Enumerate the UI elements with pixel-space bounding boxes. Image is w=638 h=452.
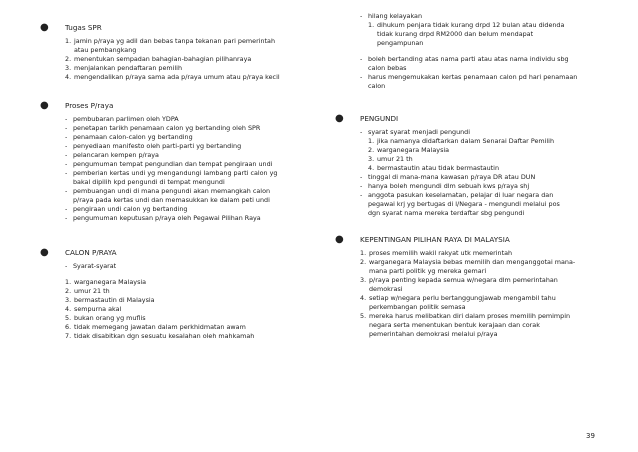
list-item-text: pelancaran kempen p/raya — [73, 151, 159, 159]
list-item-text: pengumuman tempat pengundian dan tempat pengiraan undi — [73, 160, 273, 168]
list-item-line — [65, 178, 312, 187]
list-item-line — [360, 303, 600, 312]
list-item-text: pegawai krj yg bertugas di l/Negara - mengundi melalui pos — [368, 200, 560, 208]
list-marker: 1. — [65, 278, 72, 286]
list-marker: 4. — [360, 294, 367, 302]
list-item-text: sempurna akal — [74, 305, 122, 313]
list-item-line — [360, 285, 600, 294]
right-column — [335, 12, 600, 339]
section — [40, 100, 312, 223]
list-marker: - — [65, 133, 68, 141]
section-title: PENGUNDI — [360, 114, 399, 123]
list-item-text: pengumuman keputusan p/raya oleh Pegawai Pilihan Raya — [73, 214, 261, 222]
bullet-icon: ● — [335, 113, 344, 124]
list-marker: 1. — [368, 21, 375, 29]
list-item-line — [65, 46, 312, 55]
list-marker: 1. — [360, 249, 367, 257]
list-marker: 2. — [360, 258, 367, 266]
list-marker: 2. — [368, 146, 375, 154]
list-item-text: hanya boleh mengundi dlm sebuah kws p/raya shj — [368, 182, 530, 190]
list-item-text: tidak disabitkan dgn sesuatu kesalahan oleh mahkamah — [74, 332, 255, 340]
list-item-text: dihukum penjara tidak kurang drpd 12 bulan atau didenda — [377, 21, 565, 29]
list-marker: 5. — [65, 314, 72, 322]
list-item-text: menjalankan pendaftaran pemilih — [74, 64, 183, 72]
list-item-text: p/raya pada kertas undi dan memasukkan ke dalam peti undi — [73, 196, 270, 204]
list-item-text: mengendalikan p/raya sama ada p/raya umum atau p/raya kecil — [74, 73, 280, 81]
section — [335, 113, 600, 218]
list-item-line — [65, 332, 312, 341]
section-title: Tugas SPR — [65, 23, 102, 32]
list-item-text: p/raya penting kepada semua w/negara dlm pemerintahan — [369, 276, 558, 284]
list-item-line — [65, 205, 312, 214]
list-item-text: pengiraan undi calon yg bertanding — [73, 205, 188, 213]
list-marker: 3. — [368, 155, 375, 163]
list-item-line — [65, 73, 312, 82]
list-item-text: calon bebas — [368, 64, 407, 72]
list-item-text: warganegara Malaysia — [74, 278, 147, 286]
bullet-icon: ● — [40, 22, 49, 33]
list-marker: - — [65, 214, 68, 222]
list-item-text: pemerintahan demokrasi melalui p/raya — [369, 330, 498, 338]
list-marker: - — [65, 169, 68, 177]
list-item-line — [65, 160, 312, 169]
list-item-text: proses memilih wakil rakyat utk memerintah — [369, 249, 513, 257]
list-item-line — [65, 37, 312, 46]
list-item-text: mana parti politik yg mereka gemari — [369, 267, 487, 275]
list-item-text: penetapan tarikh penamaan calon yg bertanding oleh SPR — [73, 124, 261, 132]
list-item-text: penamaan calon-calon yg bertanding — [73, 133, 193, 141]
list-item-line — [65, 323, 312, 332]
list-item-line — [360, 155, 600, 164]
list-marker: - — [65, 160, 68, 168]
list-item-text: jamin p/raya yg adil dan bebas tanpa tekanan pari pemerintah — [74, 37, 276, 45]
list-item-line — [360, 146, 600, 155]
list-item-text: menentukan sempadan bahagian-bahagian pilihanraya — [74, 55, 252, 63]
list-item-line — [360, 209, 600, 218]
list-item-line — [65, 151, 312, 160]
list-marker: - — [65, 142, 68, 150]
list-item-text: demokrasi — [369, 285, 403, 293]
list-item-line — [360, 182, 600, 191]
list-item-line — [65, 187, 312, 196]
list-item-line — [360, 249, 600, 258]
list-marker: - — [360, 73, 363, 81]
list-item-text: bakal dipilih kpd pengundi di tempat mengundi — [73, 178, 225, 186]
list-marker: - — [65, 187, 68, 195]
list-item-line — [360, 267, 600, 276]
list-item-line — [360, 164, 600, 173]
list-item-text: bukan orang yg muflis — [74, 314, 146, 322]
list-item-text: boleh bertanding atas nama parti atau atas nama individu sbg — [368, 55, 569, 63]
list-item-text: tidak kurang drpd RM2000 dan belum mendapat — [377, 30, 534, 38]
list-item-line — [360, 137, 600, 146]
left-column — [40, 12, 312, 341]
bullet-icon: ● — [40, 100, 49, 111]
bullet-icon: ● — [40, 247, 49, 258]
list-item-line — [65, 169, 312, 178]
list-item-text: warganegara Malaysia — [377, 146, 450, 154]
list-item-line — [360, 21, 600, 30]
section-title: Proses P/raya — [65, 101, 114, 110]
list-item-text: bermastautin di Malaysia — [74, 296, 155, 304]
list-item-line — [360, 12, 600, 21]
list-item-text: penyediaan manifesto oleh parti-parti yg bertanding — [73, 142, 242, 150]
list-item-line — [65, 214, 312, 223]
list-marker: 4. — [65, 305, 72, 313]
list-item-text: bermastautin atau tidak bermastautin — [377, 164, 499, 172]
list-marker: - — [360, 55, 363, 63]
list-item-text: perkembangan politik semasa — [369, 303, 466, 311]
list-marker: 6. — [65, 323, 72, 331]
list-item-line — [65, 133, 312, 142]
list-marker: 1. — [65, 37, 72, 45]
list-marker: 3. — [65, 296, 72, 304]
section — [40, 22, 312, 82]
list-item-text: pemberian kertas undi yg mengandungi lambang parti calon yg — [73, 169, 278, 177]
bullet-icon: ● — [335, 234, 344, 245]
list-item-text: pembuangan undi di mana pengundi akan memangkah calon — [73, 187, 271, 195]
list-item-text: mereka harus melibatkan diri dalam proses memilih pemimpin — [369, 312, 571, 320]
list-item-line — [360, 200, 600, 209]
section-title: CALON P/RAYA — [65, 248, 117, 257]
list-marker: - — [360, 191, 363, 199]
list-marker: 3. — [65, 64, 72, 72]
list-item-line — [360, 55, 600, 64]
list-marker: 5. — [360, 312, 367, 320]
list-item-text: umur 21 th — [74, 287, 110, 295]
list-item-line — [360, 64, 600, 73]
list-item-text: setiap w/negara perlu bertanggungjawab mengambil tahu — [369, 294, 556, 302]
list-item-line — [65, 115, 312, 124]
list-item-line — [65, 314, 312, 323]
list-marker: - — [65, 151, 68, 159]
list-item-line — [360, 39, 600, 48]
list-item-text: calon — [368, 82, 386, 90]
list-item-text: tinggal di mana-mana kawasan p/raya DR atau DUN — [368, 173, 536, 181]
list-item-text: anggota pasukan keselamatan, pelajar di luar negara dan — [368, 191, 554, 199]
list-item-line — [360, 330, 600, 339]
list-item-line — [360, 128, 600, 137]
list-marker: 3. — [360, 276, 367, 284]
list-item-text: hilang kelayakan — [368, 12, 423, 20]
list-marker: 1. — [368, 137, 375, 145]
list-item-text: Syarat-syarat — [73, 262, 117, 270]
list-item-text: atau pembangkang — [74, 46, 137, 54]
section-title: KEPENTINGAN PILIHAN RAYA DI MALAYSIA — [360, 235, 510, 244]
section — [335, 234, 600, 339]
list-item-line — [360, 30, 600, 39]
list-marker: - — [65, 115, 68, 123]
list-item-line — [65, 287, 312, 296]
list-item-text: jika namanya didaftarkan dalam Senarai Daftar Pemilih — [377, 137, 554, 145]
list-item-text: pembubaran parlimen oleh YDPA — [73, 115, 179, 123]
list-item-text: dgn syarat nama mereka terdaftar sbg pengundi — [368, 209, 525, 217]
list-marker: - — [65, 124, 68, 132]
list-marker: - — [65, 262, 68, 270]
list-marker: - — [360, 12, 363, 20]
list-item-line — [360, 191, 600, 200]
page-number: 39 — [586, 432, 595, 440]
list-item-line — [65, 296, 312, 305]
list-item-line — [360, 276, 600, 285]
list-item-text: negara serta menentukan bentuk kerajaan dan corak — [369, 321, 540, 329]
list-marker: - — [360, 182, 363, 190]
list-item-line — [65, 124, 312, 133]
list-marker: - — [65, 205, 68, 213]
list-item-text: umur 21 th — [377, 155, 413, 163]
list-item-line — [360, 73, 600, 82]
list-item-text: tidak memegang jawatan dalam perkhidmatan awam — [74, 323, 246, 331]
list-item-text: syarat syarat menjadi pengundi — [368, 128, 471, 136]
list-item-line — [360, 173, 600, 182]
list-item-line — [360, 294, 600, 303]
list-marker: 2. — [65, 287, 72, 295]
list-item-text: harus mengemukakan kertas penamaan calon pd hari penamaan — [368, 73, 578, 81]
list-item-line — [65, 278, 312, 287]
list-item-line — [65, 64, 312, 73]
list-marker: 4. — [368, 164, 375, 172]
list-item-line — [65, 305, 312, 314]
list-item-line — [360, 258, 600, 267]
list-item-line — [65, 196, 312, 205]
list-item-text: pengampunan — [377, 39, 424, 47]
section — [335, 12, 600, 91]
list-marker: - — [360, 173, 363, 181]
list-item-line — [65, 55, 312, 64]
list-item-line — [360, 82, 600, 91]
list-item-line — [65, 142, 312, 151]
list-item-text: warganegara Malaysia bebas memilih dan menganggotai mana- — [369, 258, 576, 266]
list-item-line — [360, 321, 600, 330]
section — [40, 247, 312, 341]
list-marker: 4. — [65, 73, 72, 81]
list-item-line — [65, 262, 312, 271]
list-item-line — [360, 312, 600, 321]
list-marker: 7. — [65, 332, 72, 340]
list-marker: 2. — [65, 55, 72, 63]
list-marker: - — [360, 128, 363, 136]
